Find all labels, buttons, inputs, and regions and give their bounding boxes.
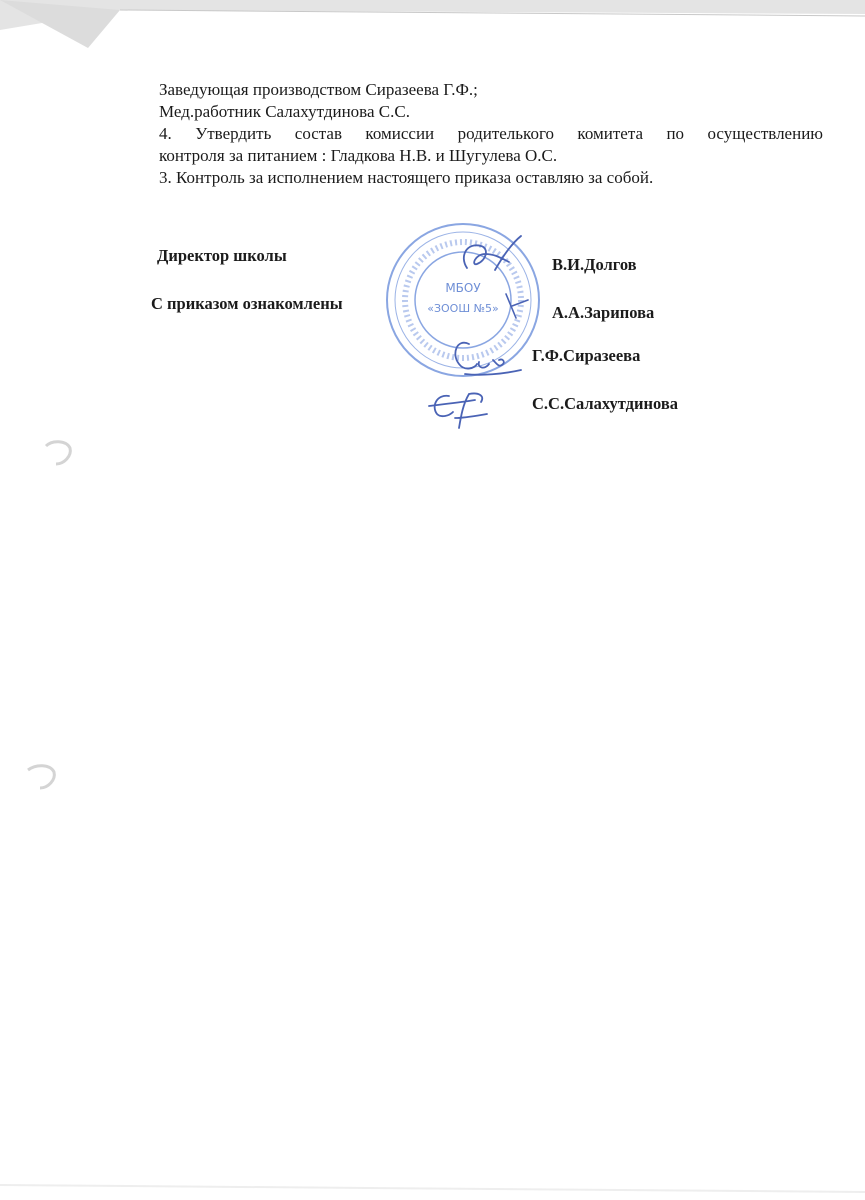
svg-text:«ЗООШ №5»: «ЗООШ №5» [427, 302, 499, 315]
hole-punch-mark [38, 438, 78, 472]
acquainted-label: С приказом ознакомлены [151, 294, 343, 313]
text-line-item-4: 4. Утвердить состав комиссии родителького комитета по осуществлению [159, 124, 823, 143]
signatory-name-salakhutdinova: С.С.Салахутдинова [532, 394, 679, 413]
director-signature [455, 232, 525, 280]
hole-punch-mark [22, 762, 62, 796]
director-name: В.И.Долгов [552, 255, 637, 274]
svg-text:МБОУ: МБОУ [445, 281, 481, 295]
signatory-name-sirazeeva: Г.Ф.Сиразеева [532, 346, 641, 365]
sirazeeva-signature [447, 334, 527, 384]
text-line-item-3: 3. Контроль за исполнением настоящего приказа оставляю за собой. [159, 168, 654, 187]
text-line: контроля за питанием : Гладкова Н.В. и Шугулева О.С. [159, 146, 558, 165]
signatory-name-zaripova: А.А.Зарипова [552, 303, 655, 322]
salakhutdinova-signature [425, 388, 495, 438]
text-line: Мед.работник Салахутдинова С.С. [159, 102, 410, 121]
director-label: Директор школы [157, 246, 287, 265]
order-text [159, 79, 823, 189]
zaripova-signature [502, 290, 532, 322]
text-line: Заведующая производством Сиразеева Г.Ф.; [159, 80, 478, 99]
